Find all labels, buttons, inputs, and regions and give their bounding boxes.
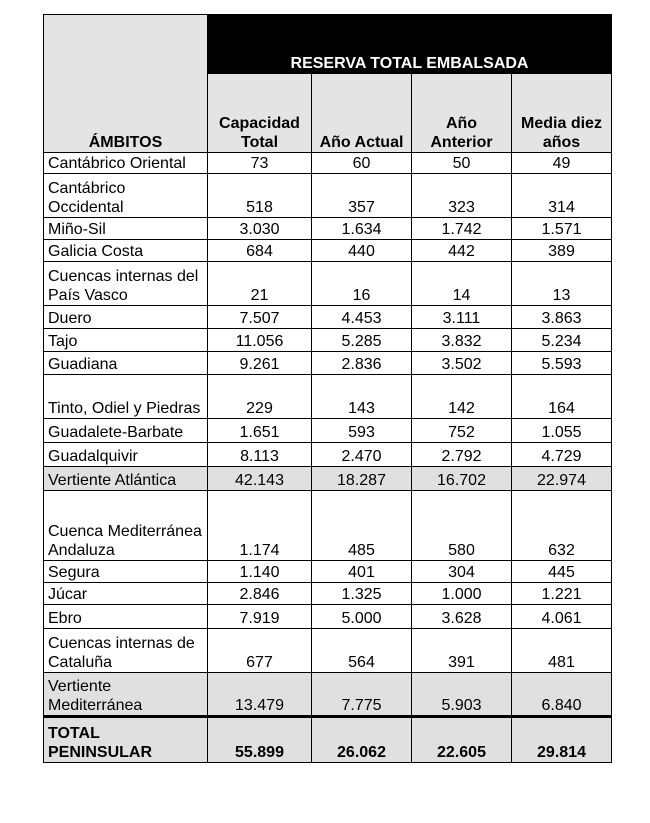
table-row [44, 329, 612, 352]
cell-media: 29.814 [512, 717, 612, 763]
cell-ano-actual: 485 [312, 491, 412, 561]
subtotal-row [44, 467, 612, 491]
cell-media: 389 [512, 240, 612, 262]
table-row [44, 629, 612, 673]
cell-media: 1.055 [512, 419, 612, 443]
cell-ano-actual: 401 [312, 561, 412, 583]
reservoir-table [43, 14, 612, 763]
row-name: Duero [44, 306, 208, 329]
cell-ano-anterior: 1.742 [412, 218, 512, 240]
cell-capacidad: 229 [208, 375, 312, 419]
cell-capacidad: 518 [208, 174, 312, 218]
cell-ano-anterior: 50 [412, 153, 512, 174]
cell-ano-actual: 143 [312, 375, 412, 419]
cell-capacidad: 1.140 [208, 561, 312, 583]
table-row [44, 306, 612, 329]
cell-capacidad: 3.030 [208, 218, 312, 240]
row-name: TOTAL PENINSULAR [44, 717, 208, 763]
row-name: Tajo [44, 329, 208, 352]
row-name: Júcar [44, 583, 208, 605]
cell-capacidad: 684 [208, 240, 312, 262]
cell-ano-actual: 5.000 [312, 605, 412, 629]
cell-ano-actual: 2.470 [312, 443, 412, 467]
cell-capacidad: 1.174 [208, 491, 312, 561]
row-name: Ebro [44, 605, 208, 629]
reserva-total-header: RESERVA TOTAL EMBALSADA [208, 15, 612, 74]
table-row [44, 561, 612, 583]
row-name: Galicia Costa [44, 240, 208, 262]
cell-ano-actual: 5.285 [312, 329, 412, 352]
cell-ano-anterior: 752 [412, 419, 512, 443]
col-header-media: Media diez años [512, 74, 612, 153]
row-name: Cuencas internas del País Vasco [44, 262, 208, 306]
cell-capacidad: 11.056 [208, 329, 312, 352]
cell-ano-actual: 1.634 [312, 218, 412, 240]
cell-ano-anterior: 142 [412, 375, 512, 419]
cell-ano-anterior: 3.628 [412, 605, 512, 629]
cell-capacidad: 7.919 [208, 605, 312, 629]
row-name: Guadalete-Barbate [44, 419, 208, 443]
cell-media: 632 [512, 491, 612, 561]
row-name: Cuenca Mediterránea Andaluza [44, 491, 208, 561]
cell-capacidad: 55.899 [208, 717, 312, 763]
cell-ano-actual: 440 [312, 240, 412, 262]
total-row [44, 717, 612, 763]
cell-media: 164 [512, 375, 612, 419]
cell-capacidad: 8.113 [208, 443, 312, 467]
cell-capacidad: 7.507 [208, 306, 312, 329]
cell-media: 5.234 [512, 329, 612, 352]
cell-media: 49 [512, 153, 612, 174]
cell-ano-anterior: 2.792 [412, 443, 512, 467]
table-row [44, 174, 612, 218]
cell-capacidad: 13.479 [208, 673, 312, 717]
cell-ano-actual: 7.775 [312, 673, 412, 717]
cell-ano-anterior: 22.605 [412, 717, 512, 763]
cell-media: 314 [512, 174, 612, 218]
cell-ano-actual: 564 [312, 629, 412, 673]
row-name: Vertiente Mediterránea [44, 673, 208, 717]
cell-media: 4.061 [512, 605, 612, 629]
row-name: Cuencas internas de Cataluña [44, 629, 208, 673]
cell-ano-actual: 1.325 [312, 583, 412, 605]
cell-media: 1.571 [512, 218, 612, 240]
cell-ano-anterior: 391 [412, 629, 512, 673]
row-name: Miño-Sil [44, 218, 208, 240]
table-row [44, 491, 612, 561]
cell-media: 22.974 [512, 467, 612, 491]
cell-capacidad: 21 [208, 262, 312, 306]
cell-ano-actual: 60 [312, 153, 412, 174]
table-row [44, 240, 612, 262]
cell-media: 3.863 [512, 306, 612, 329]
subtotal-row [44, 673, 612, 717]
cell-ano-anterior: 323 [412, 174, 512, 218]
cell-media: 13 [512, 262, 612, 306]
table-row [44, 262, 612, 306]
cell-ano-actual: 16 [312, 262, 412, 306]
cell-media: 481 [512, 629, 612, 673]
table-row [44, 153, 612, 174]
cell-capacidad: 677 [208, 629, 312, 673]
cell-ano-anterior: 580 [412, 491, 512, 561]
col-header-ano-anterior: Año Anterior [412, 74, 512, 153]
col-header-ano-actual: Año Actual [312, 74, 412, 153]
row-name: Tinto, Odiel y Piedras [44, 375, 208, 419]
cell-capacidad: 2.846 [208, 583, 312, 605]
row-name: Segura [44, 561, 208, 583]
table-row [44, 583, 612, 605]
cell-ano-anterior: 304 [412, 561, 512, 583]
table-row [44, 218, 612, 240]
cell-media: 4.729 [512, 443, 612, 467]
cell-ano-anterior: 14 [412, 262, 512, 306]
cell-media: 6.840 [512, 673, 612, 717]
cell-capacidad: 42.143 [208, 467, 312, 491]
cell-ano-anterior: 3.502 [412, 352, 512, 375]
table-row [44, 443, 612, 467]
ambitos-header: ÁMBITOS [44, 15, 208, 153]
table-row [44, 375, 612, 419]
row-name: Vertiente Atlántica [44, 467, 208, 491]
cell-ano-actual: 593 [312, 419, 412, 443]
cell-ano-anterior: 1.000 [412, 583, 512, 605]
cell-ano-anterior: 3.832 [412, 329, 512, 352]
cell-ano-actual: 357 [312, 174, 412, 218]
cell-ano-anterior: 442 [412, 240, 512, 262]
cell-ano-actual: 4.453 [312, 306, 412, 329]
cell-capacidad: 1.651 [208, 419, 312, 443]
cell-media: 445 [512, 561, 612, 583]
cell-capacidad: 73 [208, 153, 312, 174]
row-name: Cantábrico Occidental [44, 174, 208, 218]
row-name: Guadalquivir [44, 443, 208, 467]
cell-ano-anterior: 3.111 [412, 306, 512, 329]
cell-ano-actual: 18.287 [312, 467, 412, 491]
cell-ano-anterior: 16.702 [412, 467, 512, 491]
cell-ano-actual: 2.836 [312, 352, 412, 375]
cell-ano-actual: 26.062 [312, 717, 412, 763]
row-name: Cantábrico Oriental [44, 153, 208, 174]
cell-ano-anterior: 5.903 [412, 673, 512, 717]
cell-media: 5.593 [512, 352, 612, 375]
cell-capacidad: 9.261 [208, 352, 312, 375]
row-name: Guadiana [44, 352, 208, 375]
table-row [44, 419, 612, 443]
table-row [44, 352, 612, 375]
col-header-capacidad: Capacidad Total [208, 74, 312, 153]
table-row [44, 605, 612, 629]
cell-media: 1.221 [512, 583, 612, 605]
